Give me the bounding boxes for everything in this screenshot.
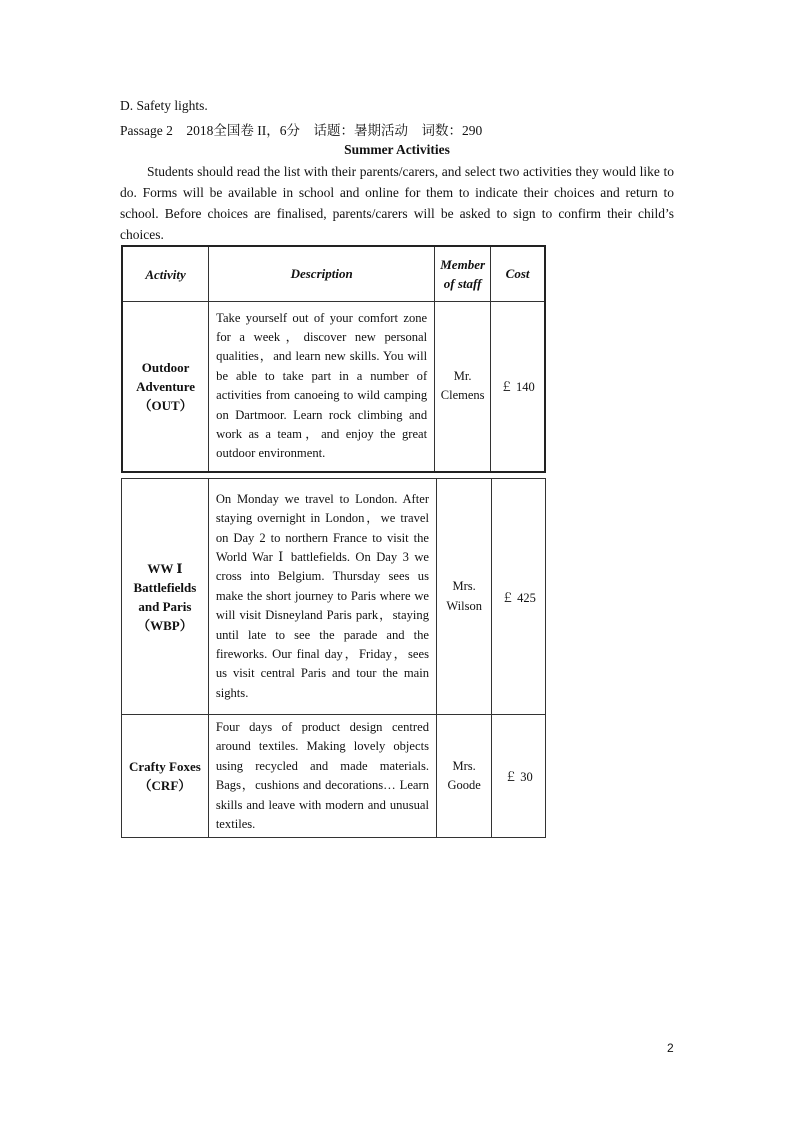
page-number: 2	[667, 1041, 674, 1055]
header-staff-line-2: of staff	[443, 276, 482, 291]
header-activity: Activity	[122, 246, 209, 302]
activity-name	[122, 715, 209, 838]
header-staff-line-1: Member	[440, 256, 486, 272]
staff-line: Mr.	[453, 368, 472, 383]
staff-line: Wilson	[446, 598, 482, 613]
table-header-row	[122, 246, 545, 302]
intro-paragraph: Students should read the list with their parents/carers, and select two activities they would like to do. Forms will be available in school and online for them to indicate their choices and return to school. Before choices are finalised, parents/carers will be asked to sign to confirm their child’s choices.	[120, 164, 674, 242]
staff-member	[437, 715, 492, 838]
previous-option-text: D. Safety lights.	[120, 98, 208, 113]
activities-table-part-1	[121, 245, 546, 473]
activity-name	[122, 479, 209, 715]
activity-description: Take yourself out of your comfort zone for a week，discover new personal qualities，and learn new skills. You will be able to take part in a number of activities from canoeing to wild camping on Dartmoor. Learn rock climbing and work as a team，and enjoy the great outdoor environment.	[209, 302, 435, 472]
activity-cost: ￡ 30	[492, 715, 546, 838]
header-member-of-staff	[435, 246, 491, 302]
activity-line: Battlefields	[133, 579, 197, 595]
activity-line: Crafty Foxes	[128, 759, 201, 775]
activity-line: WW Ⅰ	[147, 560, 183, 576]
passage-info: Passage 2 2018全国卷 II，6分 话题：暑期活动 词数：290	[120, 123, 483, 138]
staff-member	[437, 479, 492, 715]
activity-description: Four days of product design centred around textiles. Making lovely objects using recycled and made materials. Bags，cushions and decorations… Learn skills and leave with modern and unusual textiles.	[208, 715, 436, 838]
activity-line: （OUT）	[138, 397, 193, 413]
staff-line: Mrs.	[452, 758, 476, 773]
table-row	[122, 479, 546, 715]
passage-title: Summer Activities	[344, 142, 450, 157]
staff-line: Goode	[447, 778, 481, 793]
header-description: Description	[209, 246, 435, 302]
activity-name	[122, 302, 209, 472]
staff-line: Clemens	[440, 388, 485, 403]
activity-cost: ￡ 140	[491, 302, 545, 472]
staff-line: Mrs.	[452, 579, 476, 593]
header-cost: Cost	[491, 246, 545, 302]
table-row	[122, 302, 545, 472]
activity-line: and Paris	[138, 598, 192, 614]
activity-line: Outdoor	[141, 359, 190, 375]
activity-line: （CRF）	[138, 778, 192, 794]
activity-description: On Monday we travel to London. After staying overnight in London，we travel on Day 2 to northern France to visit the World War Ⅰ battlefields. On Day 3 we cross into Belgium. Thursday sees us make the short journey to Paris where we will visit Disneyland Paris park，staying until late to see the parade and the fireworks. Our final day，Friday，sees us visit central Paris and tour the main sights.	[208, 479, 436, 715]
table-row	[122, 715, 546, 838]
activity-line: （WBP）	[137, 617, 193, 633]
activity-cost: ￡ 425	[492, 479, 546, 715]
activity-line: Adventure	[136, 378, 196, 394]
activities-table-part-2	[121, 478, 546, 838]
staff-member	[435, 302, 491, 472]
